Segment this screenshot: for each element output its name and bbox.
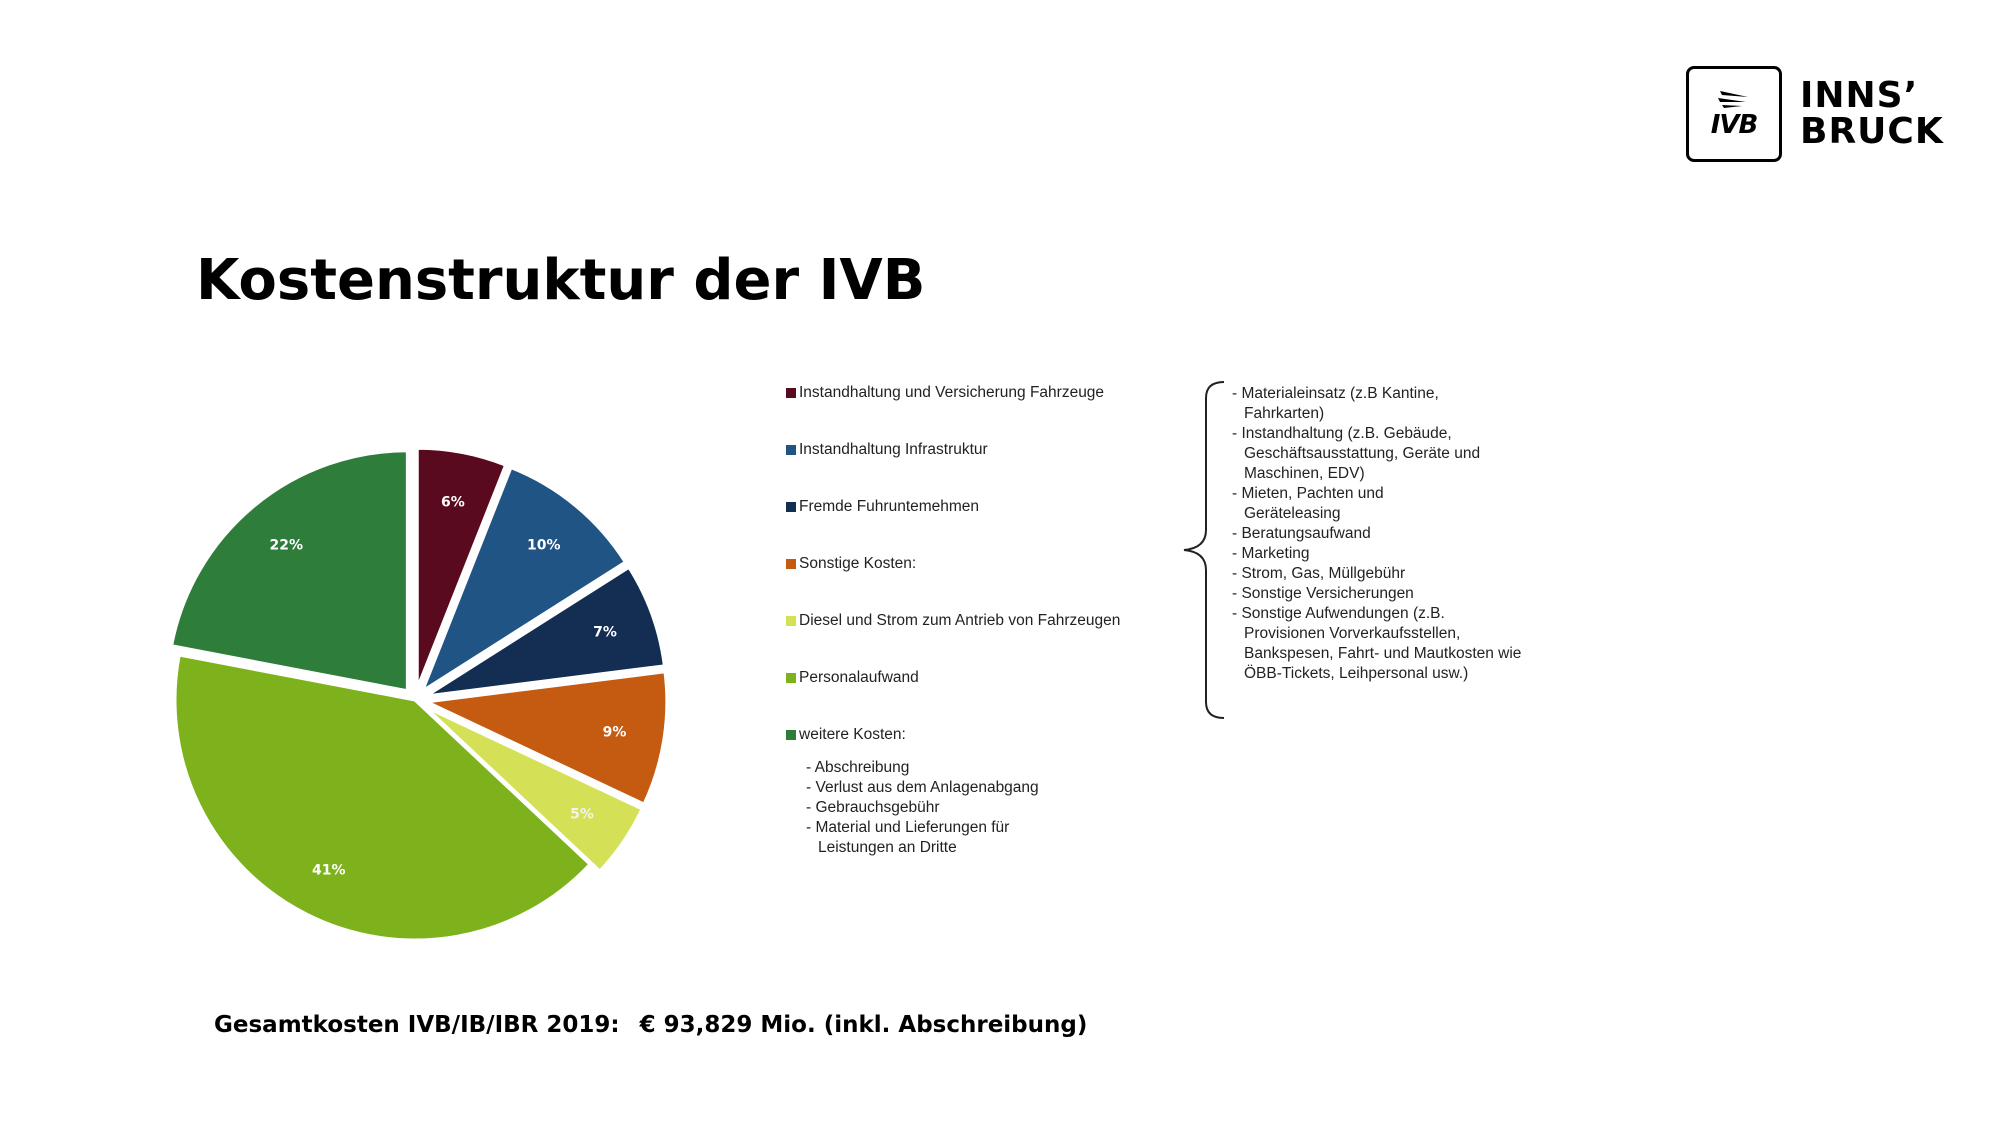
pie-slices — [172, 448, 667, 940]
pie-label-personal: 41% — [311, 862, 346, 879]
detail-verlust-anlagenabgang: - Verlust aus dem Anlagenabgang — [806, 779, 1039, 796]
detail-sonstige-aufwendungen: - Sonstige Aufwendungen (z.B. Provisionen Vorverkaufsstellen, Bankspesen, Fahrt- und Mautkosten wie ÖBB-Tickets, Leihpersonal usw.) — [1232, 605, 1522, 682]
legend-item-personal — [786, 669, 919, 687]
innsbruck-wordmark — [1800, 75, 1944, 152]
pie-label-fuhrunternehmen: 7% — [593, 624, 617, 641]
legend-item-fuhrunternehmen — [786, 498, 979, 516]
detail-sonstige-versicherungen: - Sonstige Versicherungen — [1232, 585, 1414, 602]
total-costs-value: € 93,829 Mio. (inkl. Abschreibung) — [639, 1012, 1088, 1038]
sonstige-kosten-details — [1232, 384, 1552, 684]
legend-swatch-fahrzeuge — [786, 388, 796, 398]
wing-icon — [1714, 88, 1754, 110]
legend-label-fahrzeuge: Instandhaltung und Versicherung Fahrzeuge — [799, 384, 1105, 401]
legend-label-infrastruktur: Instandhaltung Infrastruktur — [799, 441, 988, 458]
legend-item-diesel — [786, 612, 1120, 630]
legend-label-sonstige: Sonstige Kosten: — [799, 555, 917, 572]
legend-swatch-fuhrunternehmen — [786, 502, 796, 512]
weitere-kosten-details — [806, 758, 1078, 858]
detail-materialeinsatz: - Materialeinsatz (z.B Kantine, Fahrkarten) — [1232, 385, 1439, 422]
wordmark-line-2: BRUCK — [1800, 111, 1944, 152]
detail-material-lieferungen: - Material und Lieferungen für Leistungen an Dritte — [806, 819, 1010, 856]
detail-instandhaltung: - Instandhaltung (z.B. Gebäude, Geschäftsausstattung, Geräte und Maschinen, EDV) — [1232, 425, 1481, 482]
ivb-innsbruck-logo — [1686, 66, 1944, 162]
pie-slice-weitere — [172, 451, 408, 691]
detail-mieten-pachten: - Mieten, Pachten und Geräteleasing — [1232, 485, 1384, 522]
detail-strom-gas: - Strom, Gas, Müllgebühr — [1232, 565, 1406, 582]
legend-label-diesel: Diesel und Strom zum Antrieb von Fahrzeugen — [799, 612, 1121, 629]
wordmark-line-1: INNS’ — [1800, 75, 1919, 116]
legend-swatch-infrastruktur — [786, 445, 796, 455]
ivb-logo-mark: IVB — [1710, 110, 1758, 140]
total-costs — [214, 1012, 1099, 1038]
legend-label-weitere: weitere Kosten: — [799, 726, 906, 743]
legend-swatch-personal — [786, 673, 796, 683]
detail-beratungsaufwand: - Beratungsaufwand — [1232, 525, 1371, 542]
legend-item-sonstige — [786, 555, 916, 573]
pie-label-weitere: 22% — [269, 537, 303, 554]
legend-item-infrastruktur — [786, 441, 988, 459]
detail-marketing: - Marketing — [1232, 545, 1310, 562]
curly-brace-icon — [1176, 380, 1226, 720]
ivb-logo-box — [1686, 66, 1782, 162]
legend-swatch-sonstige — [786, 559, 796, 569]
page-title: Kostenstruktur der IVB — [196, 248, 926, 313]
pie-label-infrastruktur: 10% — [527, 537, 561, 554]
legend-item-fahrzeuge — [786, 384, 1104, 402]
total-costs-label: Gesamtkosten IVB/IB/IBR 2019: — [214, 1012, 620, 1038]
legend-swatch-weitere — [786, 730, 796, 740]
detail-abschreibung: - Abschreibung — [806, 759, 910, 776]
detail-gebrauchsgebuehr: - Gebrauchsgebühr — [806, 799, 940, 816]
pie-label-fahrzeuge: 6% — [440, 494, 465, 511]
pie-label-sonstige: 9% — [602, 724, 627, 741]
legend-label-personal: Personalaufwand — [799, 669, 919, 686]
legend-label-fuhrunternehmen: Fremde Fuhruntemehmen — [799, 498, 980, 515]
cost-pie-chart — [150, 420, 710, 980]
pie-label-diesel: 5% — [570, 806, 594, 823]
legend-swatch-diesel — [786, 616, 796, 626]
legend-item-weitere — [786, 726, 906, 744]
